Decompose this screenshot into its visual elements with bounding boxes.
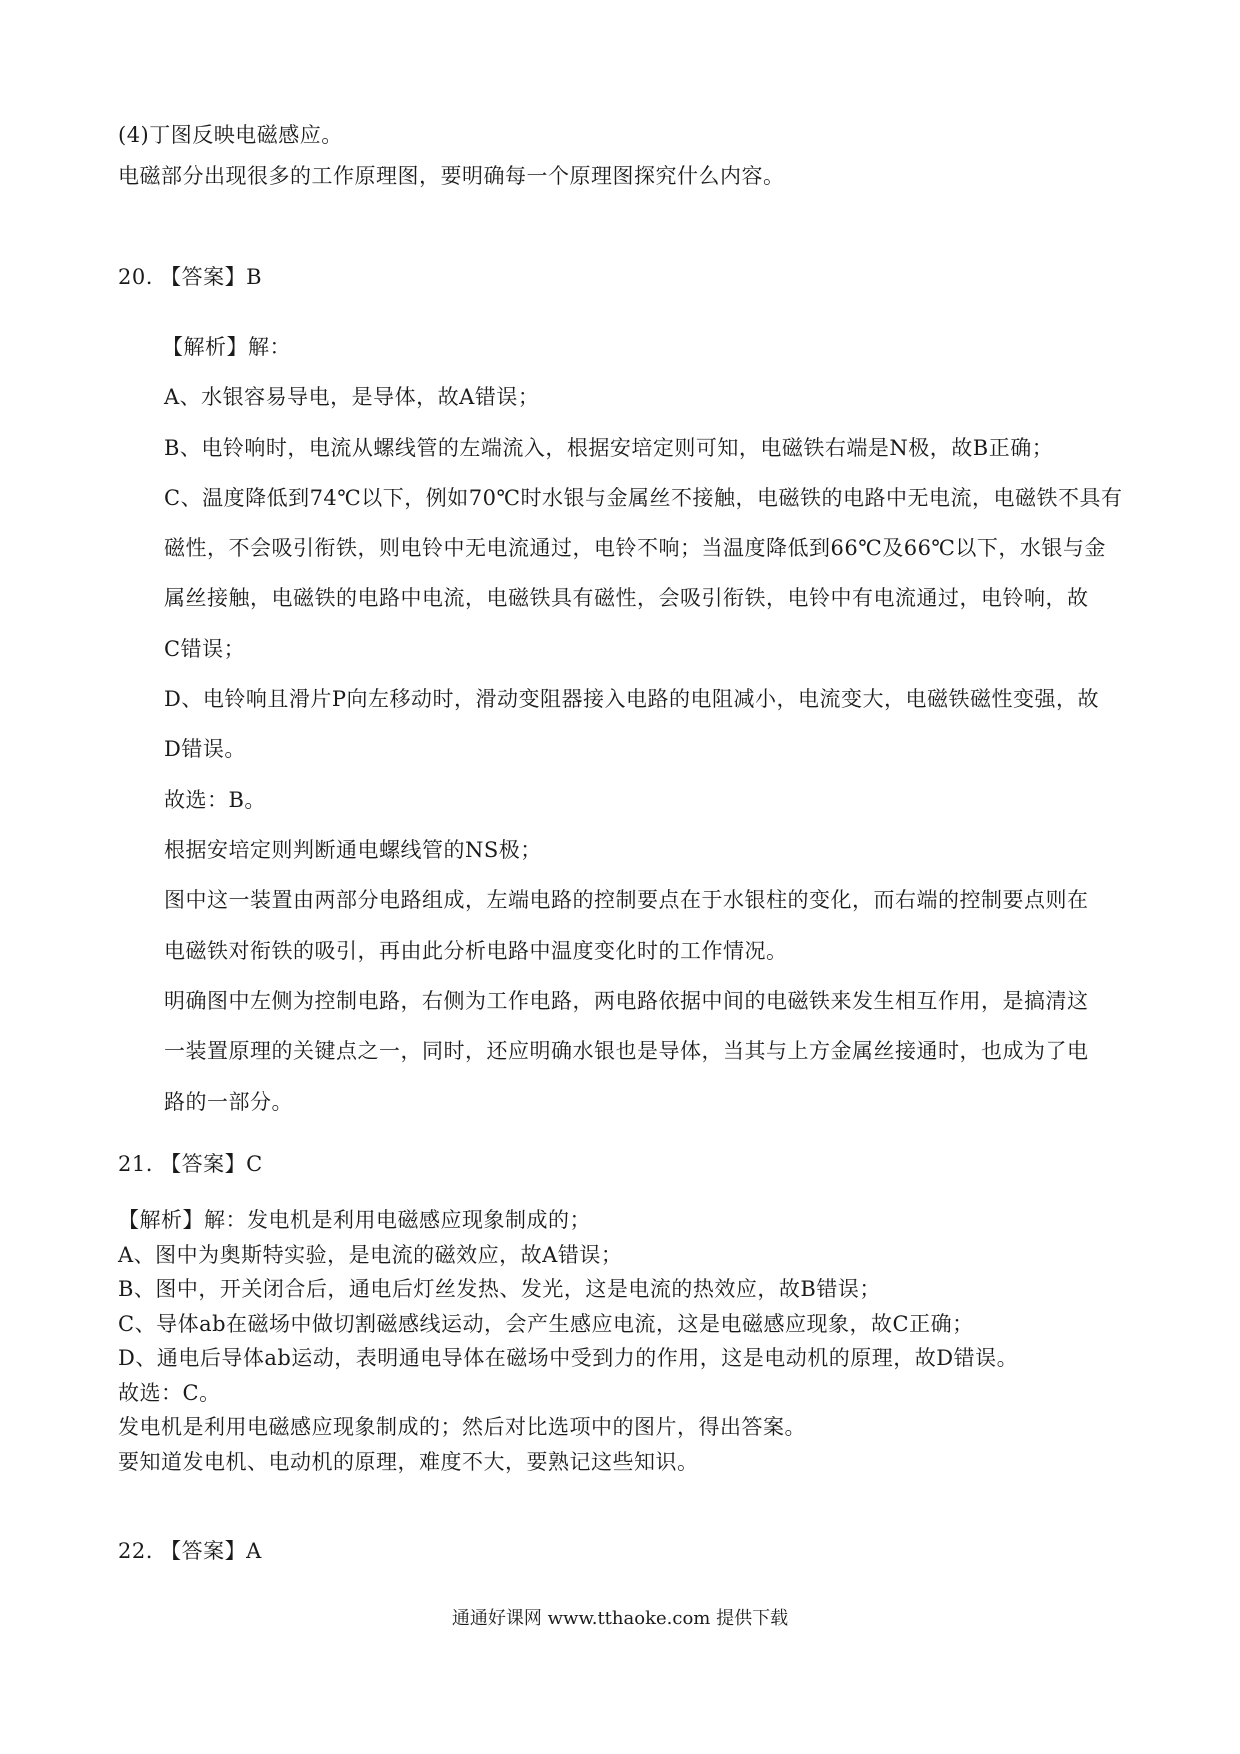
text-line: 根据安培定则判断通电螺线管的NS极； xyxy=(164,838,542,862)
answer-heading-20: 20. 【答案】B xyxy=(118,265,263,289)
page-footer: 通通好课网 www.tthaoke.com 提供下载 xyxy=(451,1608,789,1629)
text-line: 路的一部分。 xyxy=(164,1090,293,1114)
analysis-label: 【解析】解：发电机是利用电磁感应现象制成的； xyxy=(118,1208,591,1232)
answer-heading-22: 22. 【答案】A xyxy=(118,1539,262,1563)
text-line: A、水银容易导电，是导体，故A错误； xyxy=(164,385,540,409)
text-line: 属丝接触，电磁铁的电路中电流，电磁铁具有磁性，会吸引衔铁，电铃中有电流通过，电铃响，故 xyxy=(164,586,1089,610)
text-line: 磁性，不会吸引衔铁，则电铃中无电流通过，电铃不响；当温度降低到66℃及66℃以下，水银与金 xyxy=(164,536,1106,560)
text-line: (4)丁图反映电磁感应。 xyxy=(118,123,343,147)
text-line: 故选：C。 xyxy=(118,1381,221,1405)
text-line: 电磁铁对衔铁的吸引，再由此分析电路中温度变化时的工作情况。 xyxy=(164,939,788,963)
text-line: B、图中，开关闭合后，通电后灯丝发热、发光，这是电流的热效应，故B错误； xyxy=(118,1277,881,1301)
text-line: C、导体ab在磁场中做切割磁感线运动，会产生感应电流，这是电磁感应现象，故C正确； xyxy=(118,1312,974,1336)
answer-heading-21: 21. 【答案】C xyxy=(118,1152,263,1176)
text-line: 图中这一装置由两部分电路组成，左端电路的控制要点在于水银柱的变化，而右端的控制要点则在 xyxy=(164,888,1089,912)
text-line: D错误。 xyxy=(164,737,246,761)
text-line: 明确图中左侧为控制电路，右侧为工作电路，两电路依据中间的电磁铁来发生相互作用，是搞清这 xyxy=(164,989,1089,1013)
text-line: D、通电后导体ab运动，表明通电导体在磁场中受到力的作用，这是电动机的原理，故D错误。 xyxy=(118,1346,1019,1370)
text-line: 一装置原理的关键点之一，同时，还应明确水银也是导体，当其与上方金属丝接通时，也成为了电 xyxy=(164,1039,1089,1063)
text-line: 故选：B。 xyxy=(164,788,266,812)
text-line: D、电铃响且滑片P向左移动时，滑动变阻器接入电路的电阻减小，电流变大，电磁铁磁性变强，故 xyxy=(164,687,1099,711)
text-line: A、图中为奥斯特实验，是电流的磁效应，故A错误； xyxy=(118,1243,623,1267)
text-line: 发电机是利用电磁感应现象制成的；然后对比选项中的图片，得出答案。 xyxy=(118,1415,806,1439)
analysis-label: 【解析】解： xyxy=(162,335,291,359)
text-line: B、电铃响时，电流从螺线管的左端流入，根据安培定则可知，电磁铁右端是N极，故B正确； xyxy=(164,436,1054,460)
text-line: C错误； xyxy=(164,637,246,661)
text-line: 要知道发电机、电动机的原理，难度不大，要熟记这些知识。 xyxy=(118,1450,699,1474)
text-line: C、温度降低到74℃以下，例如70℃时水银与金属丝不接触，电磁铁的电路中无电流，电磁铁不具有 xyxy=(164,486,1123,510)
text-line: 电磁部分出现很多的工作原理图，要明确每一个原理图探究什么内容。 xyxy=(118,164,785,188)
